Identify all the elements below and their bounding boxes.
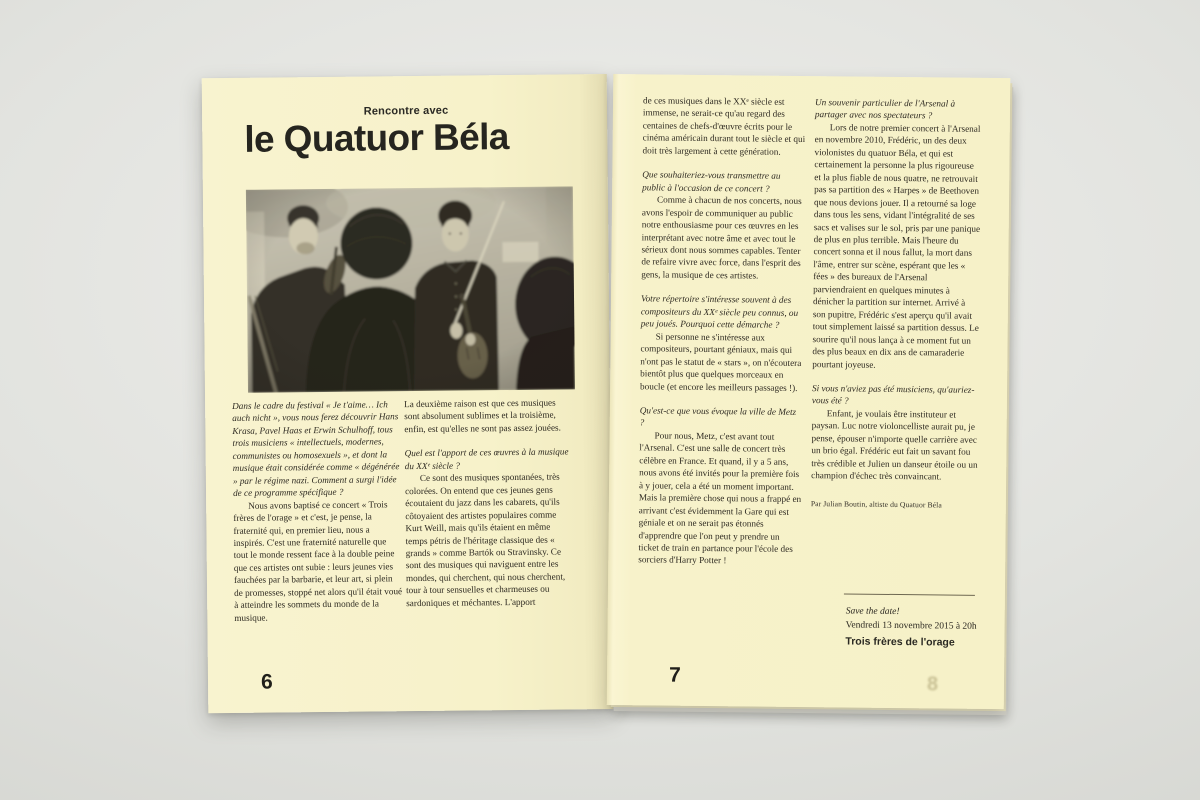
page-number-left: 6 [260,670,273,694]
right-page-column-1 [638,94,806,568]
event-datetime: Vendredi 13 novembre 2015 à 20h [845,620,977,632]
answer-paragraph: Nous avons baptisé ce concert « Trois frères de l'orage » et c'est, je pense, la fraternité qui, en premier lieu, nous a inspirés. C'est une fraternité naturelle que tout le monde ressent face à la double peine que ces artistes ont subie : leurs jeunes vies fauchées par la barbarie, et leur art, si plein de promesses, stoppé net alors qu'il était voué à atteindre les sommets du monde de la musique. [233,498,403,623]
byline: Par Julian Boutin, altiste du Quatuor Béla [810,498,942,510]
body-paragraph: La deuxième raison est que ces musiques sont absolument sublimes et la troisième, enfin, est qu'elles ne sont pas assez jouées. [404,397,561,435]
right-page [607,74,1011,709]
question-paragraph: Dans le cadre du festival « Je t'aime… Ich auch nicht », vous nous ferez découvrir Hans Krasa, Pavel Haas et Erwin Schulhoff, tous trois musiciens « intellectuels, modernes, communistes ou homosexuels », et dont la musique était considérée comme « dégénérée » par le régime nazi. Comment a surgi l'idée de ce programme spécifique ? [232,399,400,499]
left-page-column-2 [404,396,574,609]
answer-paragraph: Comme à chacun de nos concerts, nous avons l'espoir de communiquer au public notre enthousiasme pour ces œuvres en les interprétant avec notre âme et avec tout le sérieux dont nous sommes capables. Tenter de refaire vivre avec force, dans l'esprit des gens, la musique de ces artistes. [641,194,802,281]
left-page [202,74,614,713]
right-page-column-2 [811,96,982,512]
body-paragraph: de ces musiques dans le XXᵉ siècle est immense, ne serait-ce qu'au regard des centaines de chefs-d'œuvre écrits pour le cinéma américain durant tout le siècle et qui doit très largement à cette génération. [642,95,806,157]
left-page-column-1 [232,398,402,624]
save-the-date-block [845,604,977,650]
answer-paragraph: Pour nous, Metz, c'est avant tout l'Arsenal. C'est une salle de concert très célèbre en France. Et quand, il y a 5 ans, nous avons été invités pour la première fois à y jouer, cela a été un moment important. Mais la première chose qui nous a frappé en arrivant c'est évidemment la Gare qui est géniale et on ne serait pas étonnés d'apprendre que l'on peut y prendre un ticket de train en partance pour l'école des sorciers d'Harry Potter ! [638,430,802,566]
kicker: Rencontre avec [363,104,449,118]
answer-paragraph: Lors de notre premier concert à l'Arsenal en novembre 2010, Frédéric, un des deux violonistes du quatuor Béla, et qui est certainement la personne la plus rigoureuse et la plus fiable de nous quatre, ne retrouvait pas sa partition des « Harpes » de Beethoven que nous devions jouer. Il a retourné sa loge dans tous les sens, vidant l'intégralité de ses sacs et valises sur le sol, pris par une panique de plus en plus terrible. Mais l'heure du concert sonna et il nous fallut, la mort dans l'âme, entrer sur scène, espérant que les « fées » des bureaux de l'Arsenal parviendraient en quelques minutes à dénicher la partition sur internet. Arrivé à son pupitre, Frédéric s'est aperçu qu'il avait tout simplement laissé sa partition dessus. Le sourire qu'il nous lança à ce moment fut un des plus beaux en dix ans de camaraderie pourtant joyeuse. [812,122,981,370]
page-number-right: 7 [668,663,681,687]
article-title: le Quatuor Béla [244,116,510,160]
answer-paragraph: Ce sont des musiques spontanées, très colorées. On entend que ces jeunes gens écoutaient du jazz dans les cabarets, qu'ils côtoyaient des artistes populaires comme Kurt Weill, mais qu'ils étaient en même temps pétris de l'héritage classique des « grands » comme Bartók ou Stravinsky. Ce sont des musiques qui naviguent entre les mondes, qui cherchent, qui nous cherchent, tour à tour sensuelles et charmeuses ou sardoniques et méchantes. L'apport [404,471,566,608]
right-page-stack [607,74,1016,718]
question-paragraph: Un souvenir particulier de l'Arsenal à partager avec nos spectateurs ? [814,97,956,121]
event-title: Trois frères de l'orage [845,635,955,649]
question-paragraph: Si vous n'aviez pas été musiciens, qu'auriez-vous été ? [811,383,975,406]
question-paragraph: Votre répertoire s'intéresse souvent à des compositeurs du XXᵉ siècle peu connus, ou peu joués. Pourquoi cette démarche ? [640,293,799,331]
show-through-page-number: 8 [926,673,939,696]
question-paragraph: Quel est l'apport de ces œuvres à la musique du XXᵉ siècle ? [404,446,569,471]
quartet-photo [246,186,575,392]
divider-rule [844,593,975,595]
answer-paragraph: Si personne ne s'intéresse aux compositeurs, pourtant géniaux, mais qui n'ont pas le statut de « stars », on n'écoutera bientôt plus que quelques morceaux en boucle (et encore les meilleurs passages !). [640,331,802,393]
save-the-date-label: Save the date! [845,606,900,618]
quartet-photo-illustration [246,186,575,392]
question-paragraph: Que souhaiteriez-vous transmettre au public à l'occasion de ce concert ? [642,169,781,194]
question-paragraph: Qu'est-ce que vous évoque la ville de Metz ? [639,405,797,428]
answer-paragraph: Enfant, je voulais être instituteur et paysan. Luc notre violoncelliste aurait pu, je pense, épouser n'importe quelle carrière avec un brio égal. Frédéric eut fait un savant fou très crédible et Julien un danseur étoile ou un champion d'échec très convaincant. [811,408,978,482]
